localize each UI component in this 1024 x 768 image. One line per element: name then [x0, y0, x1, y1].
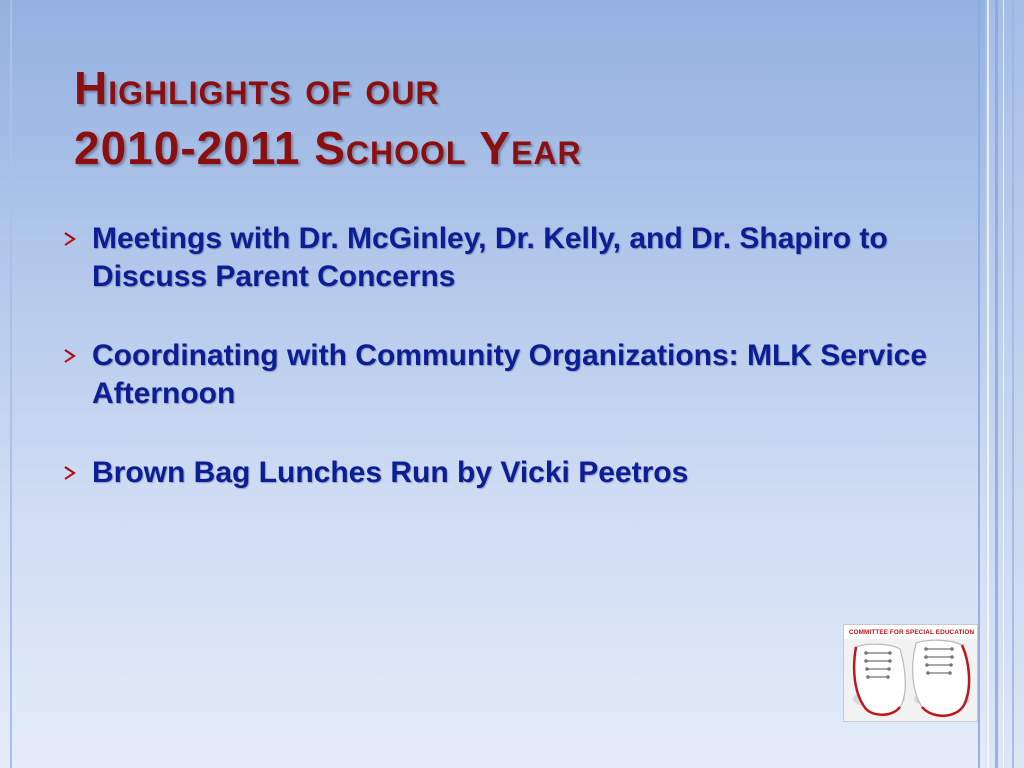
bullet-text: Meetings with Dr. McGinley, Dr. Kelly, and Dr. Shapiro to Discuss Parent Concerns: [92, 222, 888, 293]
decorative-stripe: [995, 0, 998, 768]
committee-logo: [843, 624, 978, 722]
bullet-text: Brown Bag Lunches Run by Vicki Peetros: [92, 456, 689, 489]
arrowhead-bullet-icon: [62, 347, 78, 365]
decorative-stripe: [978, 0, 980, 768]
slide-title: [74, 58, 954, 178]
bullet-text: Coordinating with Community Organizations: MLK Service Afternoon: [92, 339, 928, 410]
bullet-item: [62, 220, 942, 296]
logo-caption: COMMITTEE FOR SPECIAL EDUCATION: [848, 629, 975, 636]
bullet-item: [62, 337, 942, 413]
slide-title-line-1: Highlights of our: [74, 62, 440, 114]
arrowhead-bullet-icon: [62, 464, 78, 482]
bullet-list: [62, 220, 942, 533]
bullet-item: [62, 454, 942, 492]
sneakers-image: [844, 639, 978, 722]
right-decorative-band: [985, 0, 1024, 768]
left-edge-line: [10, 0, 12, 768]
decorative-stripe: [1012, 0, 1014, 768]
arrowhead-bullet-icon: [62, 230, 78, 248]
slide-title-line-2: 2010-2011 School Year: [74, 122, 582, 174]
decorative-stripe: [987, 0, 989, 768]
decorative-stripe: [1003, 0, 1004, 768]
